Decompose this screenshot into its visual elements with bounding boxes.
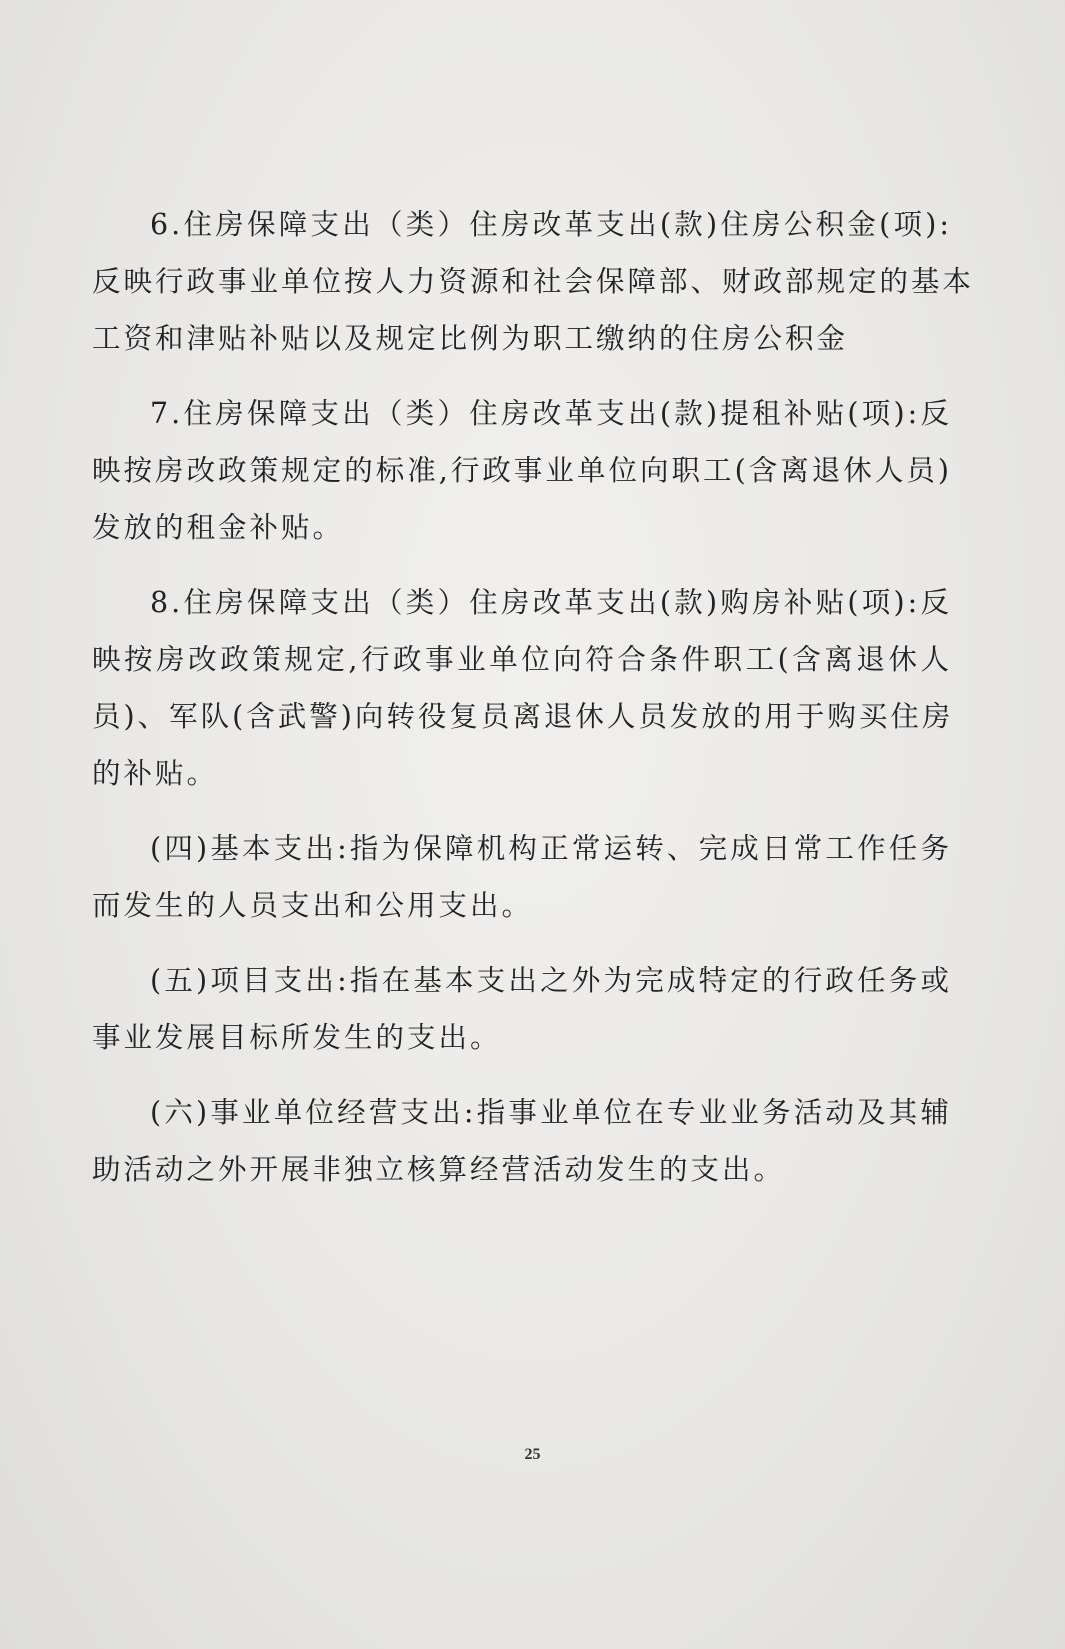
paragraph-line: (四)基本支出:指为保障机构正常运转、完成日常工作任务 bbox=[150, 832, 952, 865]
page-number: 25 bbox=[524, 1446, 541, 1463]
paragraph-operating-expenditure bbox=[92, 1084, 952, 1198]
paragraph-purchase-subsidy bbox=[92, 574, 952, 802]
paragraph-line: 助活动之外开展非独立核算经营活动发生的支出。 bbox=[92, 1153, 786, 1186]
paragraph-line: (五)项目支出:指在基本支出之外为完成特定的行政任务或 bbox=[150, 964, 952, 997]
paragraph-housing-fund bbox=[92, 196, 975, 367]
paragraph-line: 映按房改政策规定的标准,行政事业单位向职工(含离退休人员) bbox=[92, 454, 952, 487]
paragraph-project-expenditure bbox=[92, 952, 952, 1066]
paragraph-line: 6.住房保障支出（类）住房改革支出(款)住房公积金(项): bbox=[150, 208, 952, 241]
paragraph-line: 而发生的人员支出和公用支出。 bbox=[92, 889, 534, 922]
paragraph-rent-subsidy bbox=[92, 385, 952, 556]
paragraph-line: 7.住房保障支出（类）住房改革支出(款)提租补贴(项):反 bbox=[150, 397, 952, 430]
paragraph-line: 事业发展目标所发生的支出。 bbox=[92, 1021, 502, 1054]
paragraph-line: (六)事业单位经营支出:指事业单位在专业业务活动及其辅 bbox=[150, 1096, 952, 1129]
paragraph-line: 发放的租金补贴。 bbox=[92, 511, 345, 544]
paragraph-line: 映按房改政策规定,行政事业单位向符合条件职工(含离退休人 bbox=[92, 643, 952, 676]
paragraph-line: 员)、军队(含武警)向转役复员离退休人员发放的用于购买住房 bbox=[92, 700, 954, 733]
document-body bbox=[92, 196, 975, 1216]
paragraph-line: 反映行政事业单位按人力资源和社会保障部、财政部规定的基本 bbox=[92, 265, 975, 298]
paragraph-line: 8.住房保障支出（类）住房改革支出(款)购房补贴(项):反 bbox=[150, 586, 952, 619]
paragraph-basic-expenditure bbox=[92, 820, 952, 934]
paragraph-line: 工资和津贴补贴以及规定比例为职工缴纳的住房公积金 bbox=[92, 322, 849, 355]
paragraph-line: 的补贴。 bbox=[92, 757, 219, 790]
